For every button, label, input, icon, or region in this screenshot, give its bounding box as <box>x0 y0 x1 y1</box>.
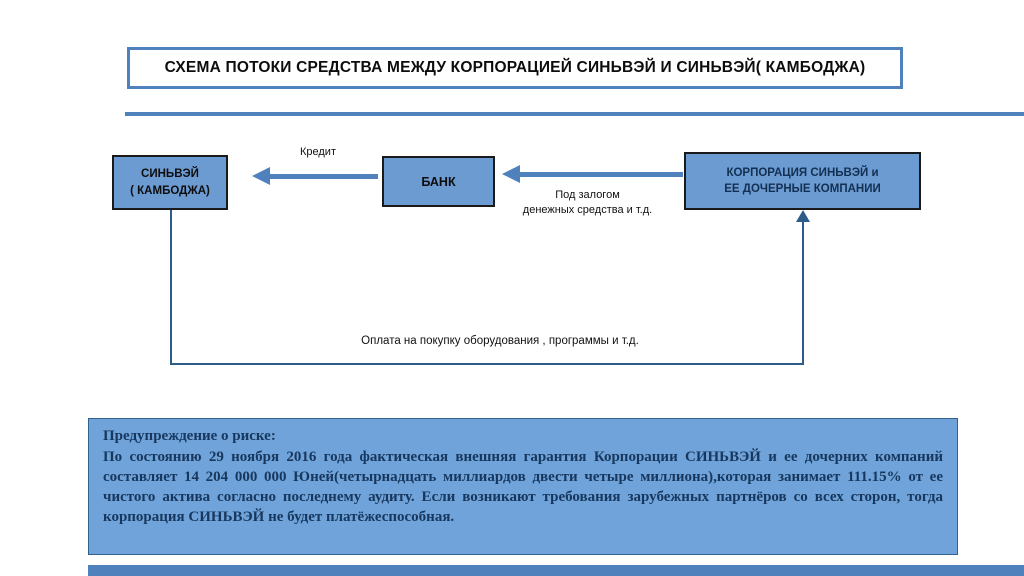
title-underline-bar <box>125 112 1024 116</box>
edge-label-payment: Оплата на покупку оборудования , программы и т.д. <box>361 335 639 347</box>
node-corporation-sinvey <box>684 152 921 210</box>
edge-label-pledge-line2: денежных средства и т.д. <box>522 204 653 216</box>
diagram-title-text: СХЕМА ПОТОКИ СРЕДСТВА МЕЖДУ КОРПОРАЦИЕЙ СИНЬВЭЙ И СИНЬВЭЙ( КАМБОДЖА) <box>164 59 866 76</box>
risk-notice-body: По состоянию 29 ноября 2016 года фактическая внешняя гарантия Корпорации СИНЬВЭЙ и ее дочерних компаний составляет 14 204 000 000 Юней(четырнадцать миллиардов двести четыре миллиона),которая занимает 111.15% от ее чистого актива согласно последнему аудиту. Если возникают требования зарубежных партнёров со всех сторон, тогда корпорация СИНЬВЭЙ не будет платёжеспособная. <box>103 449 943 525</box>
connector-payment-segment-down <box>170 210 172 365</box>
diagram-title <box>127 47 903 89</box>
node-sinvey-cambodia-line1: СИНЬВЭЙ <box>141 167 199 180</box>
node-corporation-line1: КОРПОРАЦИЯ СИНЬВЭЙ и <box>726 167 879 179</box>
footer-accent-strip <box>88 565 1024 576</box>
risk-notice-box <box>88 418 958 555</box>
edge-label-pledge-line1: Под залогом <box>555 189 620 201</box>
arrow-pledge-line <box>520 172 683 177</box>
arrow-credit-head-icon <box>252 167 270 185</box>
arrow-pledge-head-icon <box>502 165 520 183</box>
connector-payment-segment-across <box>170 363 804 365</box>
connector-payment-arrowhead-icon <box>796 210 810 222</box>
node-bank-label: БАНК <box>421 174 456 189</box>
connector-payment-segment-up <box>802 220 804 365</box>
node-corporation-line2: ЕЕ ДОЧЕРНЫЕ КОМПАНИИ <box>724 183 881 195</box>
node-bank <box>382 156 495 207</box>
edge-label-pledge <box>505 188 670 218</box>
arrow-credit-line <box>270 174 378 179</box>
edge-label-credit: Кредит <box>299 146 336 158</box>
risk-notice-heading: Предупреждение о риске: <box>103 428 276 444</box>
node-sinvey-cambodia <box>112 155 228 210</box>
node-sinvey-cambodia-line2: ( КАМБОДЖА) <box>130 184 210 197</box>
